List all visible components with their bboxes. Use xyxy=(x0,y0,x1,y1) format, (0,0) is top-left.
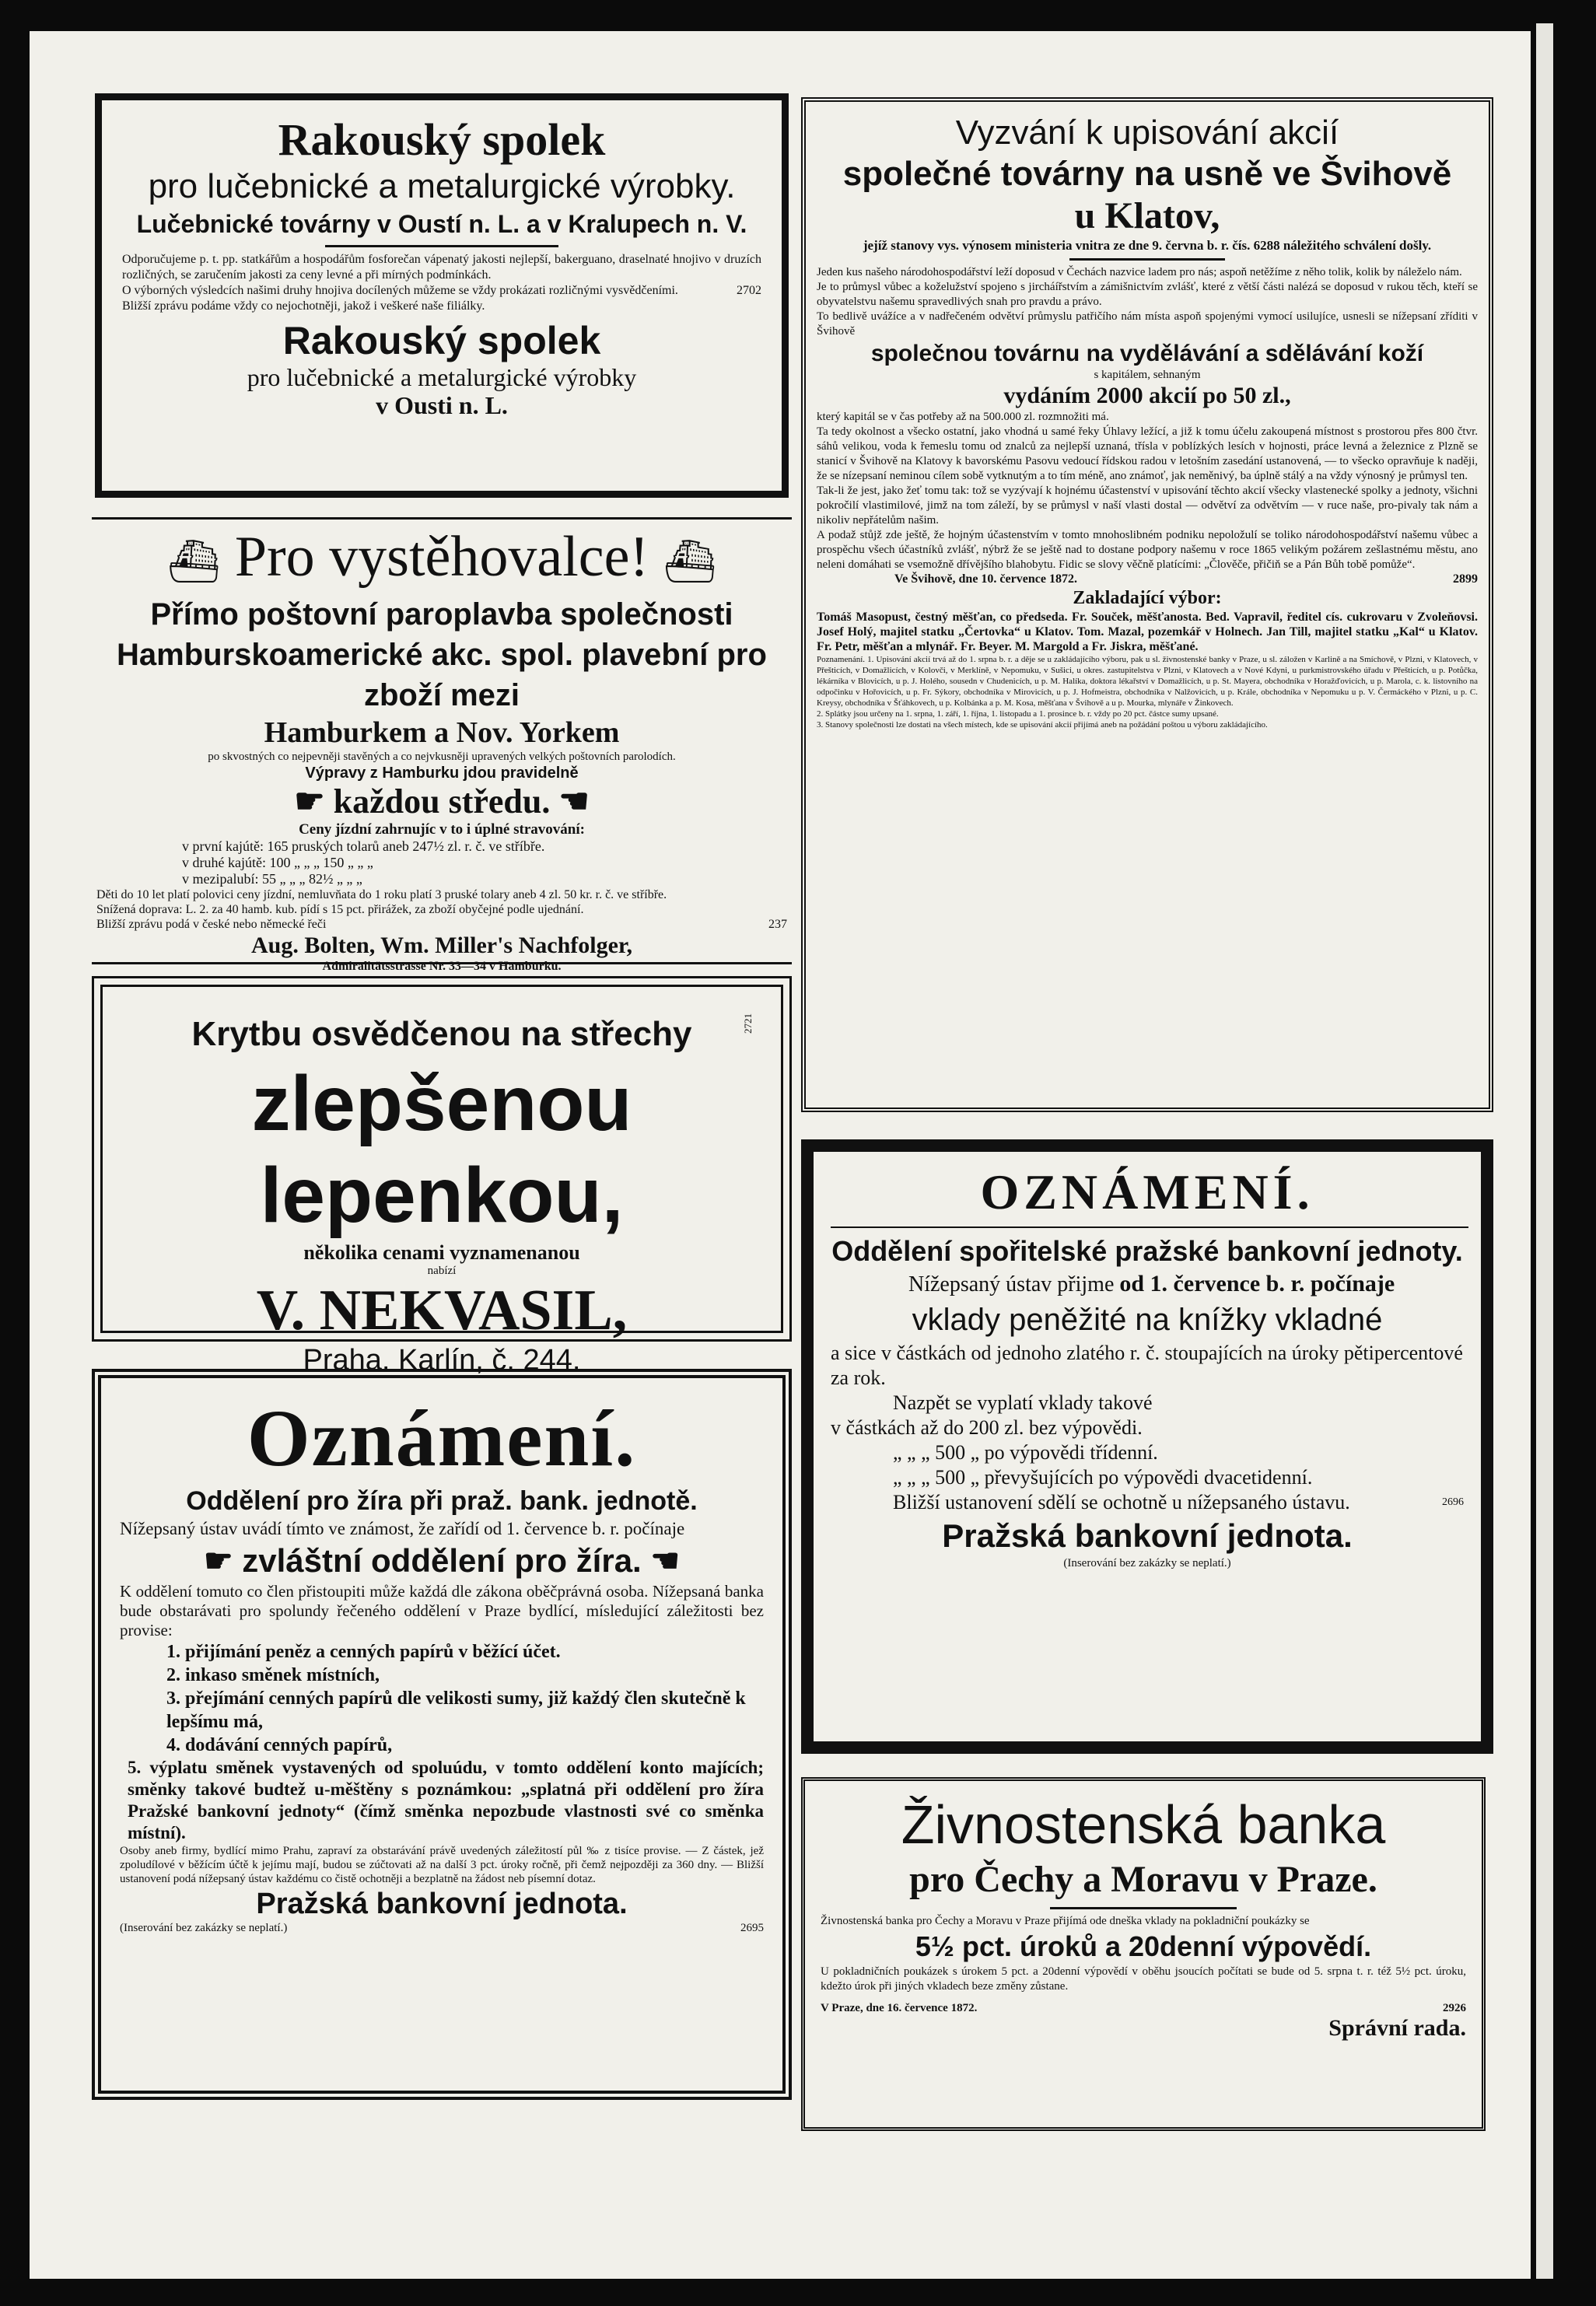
ad1-text-3: Bližší zprávu podáme vždy co nejochotněji, jakož i veškeré naše filiálky. xyxy=(122,299,485,313)
ad4-item-4: 4. dodávání cenných papírů, xyxy=(166,1735,393,1755)
ad-pro-vystehovalce xyxy=(92,517,792,973)
ad5-date: Ve Švihově, dne 10. července 1872. xyxy=(894,572,1077,586)
ad6-text-3: Nazpět se vyplatí vklady takové xyxy=(893,1391,1153,1414)
ad6-row-3: „ „ „ 500 „ převyšujících po výpovědi dvacetidenní. xyxy=(893,1466,1313,1489)
ad4-signature: Pražská bankovní jednota. xyxy=(256,1888,628,1920)
ad2-line-5 xyxy=(96,782,787,821)
ad5-note-2: 2. Splátky jsou určeny na 1. srpna, 1. září, 1. října, 1. listopadu a 1. prosince b. r. vždy po 20 pct. částce sumy upsané. xyxy=(817,709,1219,719)
ad6-row-1: v částkách až do 200 zl. bez výpovědi. xyxy=(831,1416,1143,1439)
ad5-note-3: 3. Stanovy společnosti lze dostati na všech místech, kde se upisování akcií přijímá aneb na požádání poštou u výboru zakládajícího. xyxy=(817,720,1268,730)
ad6-text-2: a sice v částkách od jednoho zlatého r. č. stoupajících na úroky pětipercentové za rok. xyxy=(831,1342,1463,1389)
ad5-date-row xyxy=(817,572,1478,586)
ad2-number: 237 xyxy=(768,918,787,931)
ad-rakousky-spolek xyxy=(95,93,789,498)
ad6-text-4-body: Bližší ustanovení sdělí se ochotně u nížepsaného ústavu. xyxy=(893,1491,1350,1513)
ad4-item-1: 1. přijímání peněz a cenných papírů v běžící účet. xyxy=(166,1642,561,1662)
ad7-date-row xyxy=(821,2002,1466,2015)
ad1-text-1: Odporučujeme p. t. pp. statkářům a hospodářům fosforečan vápenatý jakosti nejlepší, bakerguano, draselnaté hnojivo v druzích rozličných, se zaručením jakosti za ceny levné a při mírných podmínkách. xyxy=(122,253,761,282)
ad2-line-9 xyxy=(96,917,787,932)
ad5-mid-2: s kapitálem, sehnaným xyxy=(1094,369,1201,381)
ad5-title-2: společné továrny na usně ve Švihově xyxy=(842,155,1452,193)
ad5-text-7: A podaž stůjž zde ještě, že hojným účastenstvím v tomto mnohoslibném podniku nepoložulí se toliko národohospodářství našemu vůbec a prospěchu všech účastníků zvlášť, nýbrž že se ještě nad to dostane podpory našemu v roce 1865 velikým požárem zešlastnému městu, ano neleni domáhati se vsemožně dřívějšího blahobytu. Fidic se slovy věčně platícími: „Člověče, přičiň se a Pán Bůh tobě pomůže“. xyxy=(817,529,1478,571)
divider xyxy=(1050,1907,1237,1909)
ad3-line-2: zlepšenou lepenkou, xyxy=(251,1060,632,1239)
ad1-signature-1: Rakouský spolek xyxy=(282,319,601,362)
ad6-text-4 xyxy=(831,1490,1464,1515)
ad1-text-2-body: O výborných výsledcích našimi druhy hnojiva docílených můžeme se vždy prokázati rozličnými vysvědčeními. xyxy=(122,284,678,297)
ad4-item-2: 2. inkaso směnek místních, xyxy=(166,1665,380,1685)
ad2-line-1: Přímo poštovní paroplavba společnosti Hamburskoamerické akc. spol. plavební pro zboží mezi xyxy=(117,597,767,712)
ad5-committee-heading: Zakladající výbor: xyxy=(1073,588,1222,608)
ad3-line-3: několika cenami vyznamenanou xyxy=(303,1241,580,1264)
ad7-title-2: pro Čechy a Moravu v Praze. xyxy=(909,1859,1377,1900)
ad3-line-5: V. NEKVASIL, xyxy=(256,1279,628,1342)
divider xyxy=(325,245,558,247)
ad6-row-2: „ „ „ 500 „ po výpovědi třídenní. xyxy=(893,1441,1158,1464)
ship-icon: ⛴ xyxy=(166,538,221,585)
ad5-text-3: To bedlivě uvážíce a v nadřečeném odvětví průmyslu patřičího nám místa aspoň spojenými vymocí usilujíce, usnesli se nížepsaní zříditi v Švihově xyxy=(817,310,1478,338)
ad4-title: Oznámení. xyxy=(247,1394,637,1483)
ad7-number: 2926 xyxy=(1443,2002,1466,2014)
ad5-title-3: u Klatov, xyxy=(1074,195,1220,236)
ad5-committee-names: Tomáš Masopust, čestný měšťan, co předseda. Fr. Souček, měšťanosta. Bed. Vapravil, ředitel cís. cukrovaru v Zvoleňovsi. Josef Holý, majitel statku „Čertovka“ u Klatov. Tom. Mazal, pozemkář v Holnech. Jan Till, majitel statku „Kal“ u Klatov. Fr. Petr, měšťan a mlynář. Fr. Beyer. M. Margold a Fr. Jiskra, měšťané. xyxy=(817,611,1478,653)
ad4-text-1: Nížepsaný ústav uvádí tímto ve známost, že zařídí od 1. července b. r. počínaje xyxy=(120,1519,685,1538)
ad4-text-2: K oddělení tomuto co člen přistoupiti může každá dle zákona oběčprávná osoba. Nížepsaná banka bude obstarávati pro spolundy řečeného oddělení v Praze bydlící, mísledující záležitosti bez provise: xyxy=(120,1582,764,1639)
ad6-text-1a: Nížepsaný ústav přijme xyxy=(908,1272,1115,1296)
ad3-line-6: Praha. Karlín, č. 244. xyxy=(303,1344,581,1377)
ad7-signature: Správní rada. xyxy=(1328,2015,1466,2041)
ad2-header xyxy=(96,524,787,594)
ad2-title: Pro vystěhovalce! xyxy=(234,525,649,589)
ad4-number: 2695 xyxy=(740,1922,764,1934)
ad5-text-5: Ta tedy okolnost a všecko ostatní, jako vhodná u samé řeky Úhlavy ležící, a již k tomu účelu zakoupená místnost s prostorou přes 800 čtvr. sáhů velikou, voda k řemeslu tomu od znalců za nejlepší uznaná, třísla v poblízkých lesích v hojnosti, práce levná a železnice z Plzně se stanicí v Švihově na Klatovy k bavorskému Pasovu vedoucí řídskou radou v letošním zasedání ustanovená, — to všecko opravňuje k naději, že se nízepsaní neminou cílem sobě vytknutým a to tím méně, ano známoť, jak neměnivý, ba úplně stálý a na vždy výnosný je průmysl ten. xyxy=(817,425,1478,482)
ad6-signature: Pražská bankovní jednota. xyxy=(942,1517,1353,1554)
ad2-signature: Aug. Bolten, Wm. Miller's Nachfolger, xyxy=(251,933,632,958)
ad2-price-3: v mezipalubí: 55 „ „ „ 82½ „ „ „ xyxy=(182,871,362,887)
ad7-title-1: Živnostenská banka xyxy=(901,1794,1386,1855)
ad4-text-3: Osoby aneb firmy, bydlící mimo Prahu, zapraví za obstarávání právě uvedených záležitostí půl ‰ z tisíce provise. — Z částek, jež zpoludílové v běžícím účtě k jejímu mají, budou se zúčtovati až na další 3 pct. úroky ročně, při čemž nejpozději za 360 dny. — Bližší ustanovení podá nížepsaný ústav každému co čistě ochotněji a bezplatně na žádost neb písemní dotaz. xyxy=(120,1845,764,1885)
ad2-address: Admiralitätsstrasse Nr. 33—34 v Hamburku. xyxy=(322,960,562,973)
ad5-mid-heading: společnou továrnu na vydělávání a sdělávání koží xyxy=(870,341,1424,366)
ad5-number: 2899 xyxy=(1453,572,1478,586)
ad5-text-2: Je to průmysl vůbec a koželužství spojeno s jircháířstvím a zámišnictvím zvlášť, které z větší části nalézá se doposud v rukou těch, kteří se obyvatelstvu našemu spravedlivých snah pro pravdu a právo. xyxy=(817,281,1478,308)
ad4-item-3: 3. přejímání cenných papírů dle velikosti sumy, již každý člen skutečně k lepšímu má, xyxy=(166,1688,746,1732)
pointing-hand-icon: ☚ xyxy=(550,782,590,821)
ad4-heading xyxy=(120,1540,764,1582)
ad7-text-2: U pokladničních poukázek s úrokem 5 pct. a 20denní výpovědí v oběhu jsoucích počítati se bude od 5. srpna t. r. též 5½ pct. úroku, kdežto úrok při jiných vkladech beze změny zůstane. xyxy=(821,1965,1466,1993)
ad1-signature-3: v Ousti n. L. xyxy=(376,391,508,419)
ad4-footer-text: (Inserování bez zakázky se neplatí.) xyxy=(120,1922,288,1934)
ad6-number: 2696 xyxy=(1442,1496,1464,1508)
ad2-line-2: Hamburkem a Nov. Yorkem xyxy=(264,716,620,749)
ad2-line-9-text: Bližší zprávu podá v české nebo německé řeči xyxy=(96,918,327,931)
ad2-price-2: v druhé kajútě: 100 „ „ „ 150 „ „ „ xyxy=(182,855,373,870)
ad6-text-1b: od 1. července b. r. počínaje xyxy=(1119,1271,1395,1296)
pointing-hand-icon: ☛ xyxy=(203,1542,243,1579)
ad-lepenka xyxy=(92,976,792,1377)
ad1-number: 2702 xyxy=(737,284,761,297)
page-edge xyxy=(1536,23,1553,2279)
divider xyxy=(1069,258,1225,261)
ad4-footer xyxy=(120,1922,764,1935)
ad4-item-5: 5. výplatu směnek vystavených od spoluúdu, v tomto oddělení konto majících; směnky takové budtež u-měštěny s poznámkou: „splatná při oddělení pro žíra Pražské bankovní jednoty“ (čímž směnka nepozbude vlastnosti své co směnka místní). xyxy=(128,1758,764,1842)
ad6-heading: vklady peněžité na knížky vkladné xyxy=(912,1303,1383,1337)
ad-oznameni-sporitelna xyxy=(801,1139,1493,1754)
ad2-line-3: po skvostných co nejpevněji stavěných a co nejvkusněji upravených velkých poštovních parolodích. xyxy=(208,751,676,763)
ship-icon: ⛴ xyxy=(663,538,717,585)
ad1-text-2 xyxy=(122,283,761,299)
ad-oznameni-zira xyxy=(92,1369,792,2100)
ad2-line-8: Snížená doprava: L. 2. za 40 hamb. kub. pídí s 15 pct. přirážek, za zboží obyčejné podle ujednání. xyxy=(96,903,584,916)
ad2-line-5-text: každou středu. xyxy=(333,782,551,821)
ad5-title-4: jejíž stanovy vys. výnosem ministeria vnitra ze dne 9. června b. r. čís. 6288 náležitého schválení došly. xyxy=(863,238,1432,253)
ad6-text-1 xyxy=(831,1270,1464,1299)
ad5-text-1: Jeden kus našeho národohospodářství leží doposud v Čechách nazvice ladem pro nás; aspoň netěžíme z něho tolik, kolik by náleželo nám. xyxy=(817,266,1462,278)
divider xyxy=(831,1226,1468,1228)
ad4-heading-text: zvláštní oddělení pro žíra. xyxy=(242,1542,642,1579)
pointing-hand-icon: ☛ xyxy=(294,782,334,821)
ad1-signature-2: pro lučebnické a metalurgické výrobky xyxy=(247,363,637,391)
ad5-text-6: Tak-li že jest, jako žeť tomu tak: tož se vyzývají k hojnému účastenství v upisování těchto akcií všecky vlastenecké spolky a jednoty, všichni pokročilí vlastimilové, jimž na tom záleží, by se průmysl v naší vlasti dostal — odvětví za odvětvím — v ruce naše, pro-pivaly tak nám a nikoliv nepřátelům našim. xyxy=(817,485,1478,527)
ad6-subtitle: Oddělení spořitelské pražské bankovní jednoty. xyxy=(831,1235,1463,1267)
ad3-line-1: Krytbu osvědčenou na střechy xyxy=(191,1015,692,1053)
ad6-footer: (Inserování bez zakázky se neplatí.) xyxy=(1063,1557,1231,1569)
ad2-line-7: Děti do 10 let platí polovici ceny jízdní, nemluvňata do 1 roku platí 3 pruské tolary aneb 4 zl. 50 kr. r. č. ve stříbře. xyxy=(96,888,667,901)
ad-zivnostenska-banka xyxy=(801,1777,1486,2131)
pointing-hand-icon: ☚ xyxy=(641,1542,681,1579)
ad5-title-1: Vyzvání k upisování akcií xyxy=(955,114,1339,152)
ad3-line-4: nabízí xyxy=(427,1265,457,1277)
ad2-price-1: v první kajútě: 165 pruských tolarů aneb 247½ zl. r. č. ve stříbře. xyxy=(182,838,545,854)
ad3-number: 2721 xyxy=(742,1013,754,1034)
ad2-line-6: Ceny jízdní zahrnujíc v to i úplné stravování: xyxy=(299,821,585,838)
ad5-note-1: Poznamenání. 1. Upisování akcií trvá až do 1. srpna b. r. a děje se u zakládajícího výboru, pak u sl. živnostenské banky v Praze, u sl. záložen v Karlině a na Smíchově, v Plzni, v Klatovech, v Přešticích, v Domažlicích, v Kolovči, v Merklíně, v Nepomuku, v Sušici, u okres. zastupitelstva v Plzni, v Klatovech a v Nové Kdyni, u purkmistrovského úřadu v Přešticích, u p. Potůčka, lékárníka v Blovicích, u p. J. Holého, sousedn v Chudenicích, u p. M. Halíka, doktora lékařství v Domažlicích, u p. St. Mayera, obchodníka v Horažďovicích, u p. Marola, c. k. listovního na odpočinku v Hořovicích, u p. Fr. Sýkory, obchodníka v Mirovicích, u p. J. Hofmeistra, obchodníka v Nalžovicích, u p. Krále, obchodníka v Nepomuku u p. V. Čermáckého v Plzni, u p. C. Kreysy, obchodníka v Šťáhkovech, u p. Kolbánka a p. M. Kosa, měšťana v Švihově a u p. Mourka, mlynáře v Žinkovech. xyxy=(817,655,1478,708)
ad7-big: 5½ pct. úroků a 20denní výpovědí. xyxy=(915,1930,1372,1962)
ad4-subtitle: Oddělení pro žíra při praž. bank. jednotě. xyxy=(186,1486,698,1516)
ad5-mid-3: vydáním 2000 akcií po 50 zl., xyxy=(1003,383,1291,408)
ad1-subtitle: pro lučebnické a metalurgické výrobky. xyxy=(148,167,736,205)
ad7-text-1: Živnostenská banka pro Čechy a Moravu v Praze přijímá ode dneška vklady na pokladniční poukázky se xyxy=(821,1915,1310,1927)
ad2-line-4: Výpravy z Hamburku jdou pravidelně xyxy=(305,765,579,782)
ad1-factories: Lučebnické továrny v Oustí n. L. a v Kralupech n. V. xyxy=(136,210,747,238)
ad1-title: Rakouský spolek xyxy=(278,114,606,165)
ad-vyzvani-akcie xyxy=(801,97,1493,1112)
ad6-title: OZNÁMENÍ. xyxy=(980,1164,1314,1219)
ad7-date: V Praze, dne 16. července 1872. xyxy=(821,2002,978,2014)
ad5-text-4: který kapitál se v čas potřeby až na 500.000 zl. rozmnožiti má. xyxy=(817,411,1109,423)
